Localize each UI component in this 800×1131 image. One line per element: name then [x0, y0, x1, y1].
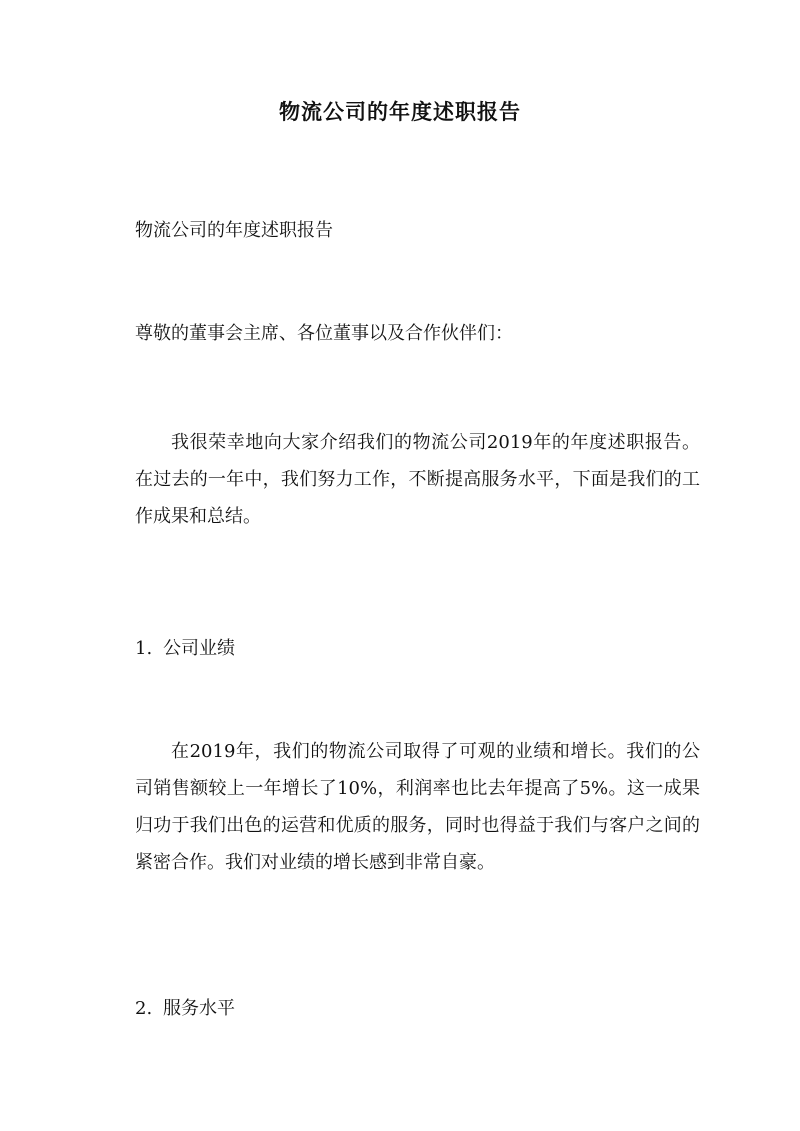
intro-paragraph: 我很荣幸地向大家介绍我们的物流公司2019年的年度述职报告。在过去的一年中，我们努力工作，不断提高服务水平，下面是我们的工作成果和总结。	[135, 432, 700, 527]
section-heading-1	[135, 630, 235, 667]
section-title: 服务水平	[163, 998, 235, 1019]
section-number: 1.	[135, 638, 153, 659]
document-subtitle: 物流公司的年度述职报告	[135, 220, 333, 241]
salutation: 尊敬的董事会主席、各位董事以及合作伙伴们：	[135, 323, 513, 344]
section-heading-2	[135, 990, 235, 1027]
section-title: 公司业绩	[163, 638, 235, 659]
section-1-paragraph: 在2019年，我们的物流公司取得了可观的业绩和增长。我们的公司销售额较上一年增长了10%，利润率也比去年提高了5%。这一成果归功于我们出色的运营和优质的服务，同时也得益于我们与客户之间的紧密合作。我们对业绩的增长感到非常自豪。	[135, 741, 700, 873]
document-title: 物流公司的年度述职报告	[279, 99, 521, 124]
section-number: 2.	[135, 998, 153, 1019]
